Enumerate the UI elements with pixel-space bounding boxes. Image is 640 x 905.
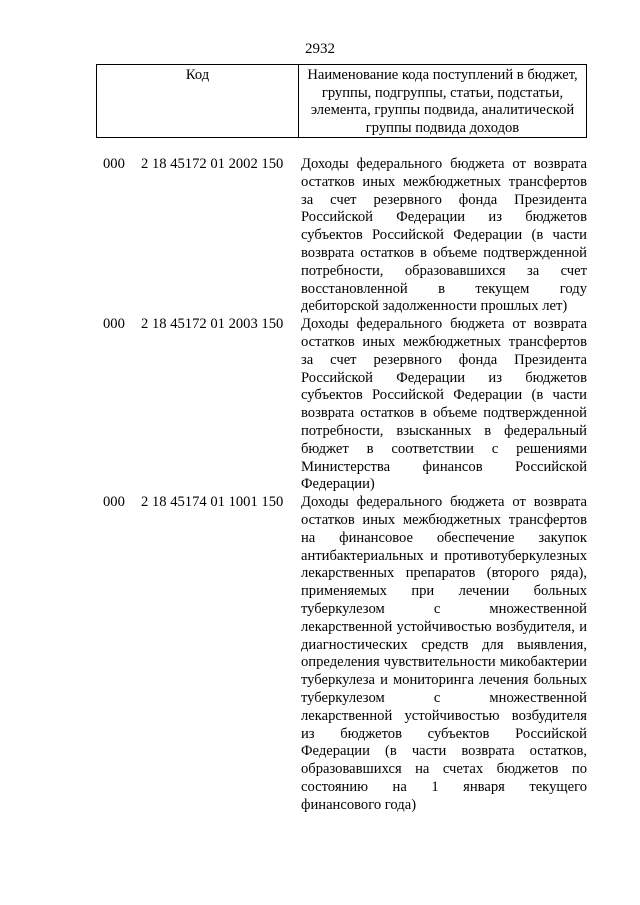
row-code: 2 18 45174 01 1001 150	[141, 494, 284, 511]
table-header	[96, 64, 587, 138]
page-number: 2932	[305, 41, 335, 57]
table-row	[0, 494, 640, 814]
row-code: 2 18 45172 01 2003 150	[141, 316, 284, 333]
row-description: Доходы федерального бюджета от возврата остатков иных межбюджетных трансфертов за счет резервного фонда Президента Российской Федерации из бюджетов субъектов Российской Федерации (в части возврата остатков в объеме подтвержденной потребности, взысканных в федеральный бюджет в соответствии с решениями Министерства финансов Российской Федерации)	[301, 316, 587, 493]
row-description: Доходы федерального бюджета от возврата остатков иных межбюджетных трансфертов за счет резервного фонда Президента Российской Федерации из бюджетов субъектов Российской Федерации (в части возврата остатков в объеме подтвержденной потребности, образовавшихся за счет восстановленной в текущем году дебиторской задолженности прошлых лет)	[301, 156, 587, 315]
table-body	[0, 156, 640, 814]
table-row	[0, 316, 640, 494]
header-code: Код	[97, 65, 299, 137]
table-row	[0, 156, 640, 316]
row-description: Доходы федерального бюджета от возврата остатков иных межбюджетных трансфертов на финансовое обеспечение закупок антибактериальных и противотуберкулезных лекарственных препаратов (второго ряда), применяемых при лечении больных туберкулезом с множественной лекарственной устойчивостью возбудителя, и диагностических средств для выявления, определения чувствительности микобактерии туберкулеза и мониторинга лечения больных туберкулезом с множественной лекарственной устойчивостью возбудителя из бюджетов субъектов Российской Федерации (в части возврата остатков, образовавшихся на счетах бюджетов по состоянию на 1 января текущего финансового года)	[301, 494, 587, 813]
row-prefix: 000	[103, 316, 125, 333]
row-code: 2 18 45172 01 2002 150	[141, 156, 284, 172]
header-name: Наименование кода поступлений в бюджет, группы, подгруппы, статьи, подстатьи, элемента, группы подвида, аналитической группы подвида доходов	[307, 67, 578, 136]
row-prefix: 000	[103, 494, 125, 511]
row-prefix: 000	[103, 156, 125, 172]
